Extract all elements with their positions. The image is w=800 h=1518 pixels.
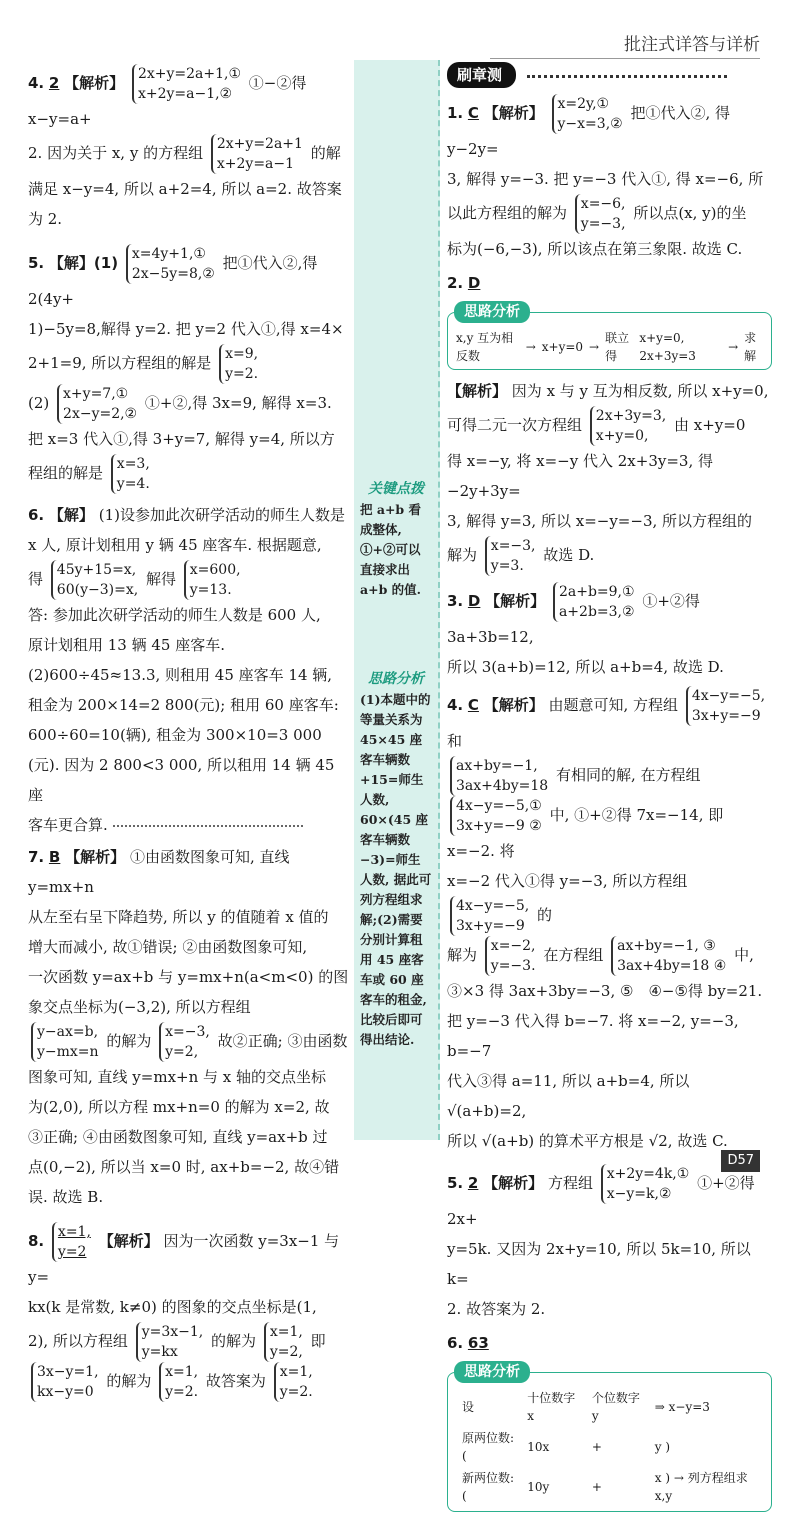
solution-system: x=−3, y=2, xyxy=(159,1022,210,1062)
cell: x xyxy=(654,1471,662,1485)
box-title: 思路分析 xyxy=(454,1361,530,1383)
dotted-line xyxy=(527,75,727,78)
equation-system: x+2y=4k,① x−y=k,② xyxy=(601,1164,690,1204)
section-badge: 刷章测 xyxy=(447,62,516,88)
text: 租金为 200×14=2 800(元); 租用 60 座客车: xyxy=(28,696,339,714)
text: 因为 x 与 y 互为相反数, 所以 x+y=0, xyxy=(511,382,769,400)
analysis-text: (1)本题中的等量关系为 45×45 座客车辆数+15=师生人数, 60×(45 座客车辆数−3)=师生人数, 据此可列方程组求解;(2)需要分别计算租用 45 座客车或 60 座客车的租金, 比较后即可得出结论. xyxy=(360,692,432,1047)
page-number: D57 xyxy=(721,1150,760,1172)
solution-system: x=−2, y=−3. xyxy=(485,936,536,976)
analysis-tag: 【解析】 xyxy=(447,382,508,400)
text: 可得二元一次方程组 xyxy=(447,416,583,434)
equation-system: y−ax=b, y−mx=n xyxy=(31,1022,99,1062)
key-tip-text: 把 a+b 看成整体, ①+②可以直接求出 a+b 的值. xyxy=(360,502,422,597)
text: 方程组 xyxy=(547,1174,593,1192)
text: ①+②得 3a+3b=12, xyxy=(447,592,700,646)
right-column xyxy=(447,60,772,1518)
analysis-tag: 【解析】 xyxy=(483,104,544,122)
text: 为(2,0), 所以方程 mx+n=0 的解为 x=2, 故 xyxy=(28,1098,330,1116)
text: 由题意可知, 方程组 xyxy=(548,696,679,714)
solution-system: x=1, y=2. xyxy=(159,1362,198,1402)
solution-system: x=1, y=2. xyxy=(274,1362,313,1402)
equation-system: 2a+b=9,① a+2b=3,② xyxy=(553,582,635,622)
left-column xyxy=(28,64,350,1402)
question-number: 1. xyxy=(447,104,464,122)
table-row xyxy=(456,1427,763,1467)
solution-tag: 【解】 xyxy=(48,506,94,524)
text: x=−2 代入①得 y=−3, 所以方程组 xyxy=(447,872,688,890)
cell: ⇒ x−y=3 xyxy=(654,1400,710,1414)
question-number: 4. xyxy=(28,74,45,92)
text: 象交点坐标为(−3,2), 所以方程组 xyxy=(28,998,251,1016)
question-number: 6. xyxy=(28,506,45,524)
text: 1)−5y=8,解得 y=2. 把 y=2 代入①,得 x=4× xyxy=(28,320,344,338)
thinking-box xyxy=(447,1364,772,1512)
text: 由 x+y=0 xyxy=(674,416,746,434)
text: 客车更合算. xyxy=(28,816,108,834)
equation-system: 2x+y=2a+1,① x+2y=a−1,② xyxy=(132,64,241,104)
text: 图象可知, 直线 y=mx+n 与 x 轴的交点坐标 xyxy=(28,1068,327,1086)
q4-right xyxy=(447,686,772,1156)
equation-system: 4x−y=−5, 3x+y=−9 xyxy=(450,896,529,936)
text: 一次函数 y=ax+b 与 y=mx+n(a<m<0) 的图 xyxy=(28,968,349,986)
text: 2+1=9, 所以方程组的解是 xyxy=(28,354,212,372)
dotted-leader xyxy=(113,825,303,827)
solution-system: x=3, y=4. xyxy=(111,454,150,494)
text: ①由函数图象可知, 直线 y=mx+n xyxy=(28,848,290,896)
cell: y xyxy=(654,1440,662,1454)
cell: 10x xyxy=(527,1440,550,1454)
equation-system: 2x+3y=3, x+y=0, xyxy=(590,406,666,446)
text: 增大而减小, 故①错误; ②由函数图象可知, xyxy=(28,938,308,956)
question-number: 7. xyxy=(28,848,45,866)
text: 以此方程组的解为 xyxy=(447,204,568,222)
q8-left xyxy=(28,1222,350,1402)
text: 误. 故选 B. xyxy=(28,1188,104,1206)
equation-system: 4x−y=−5,① 3x+y=−9 ② xyxy=(450,796,542,836)
thinking-box xyxy=(447,304,772,370)
q2-right xyxy=(447,268,772,576)
text: 把 x=3 代入①,得 3+y=7, 解得 y=4, 所以方 xyxy=(28,430,335,448)
flow-step: x,y 互为相反数 xyxy=(456,331,514,363)
text: 点(0,−2), 所以当 x=0 时, ax+b=−2, 故④错 xyxy=(28,1158,340,1176)
text: 故②正确; ③由函数 xyxy=(217,1032,348,1050)
flow-step: x+y=0, 2x+3y=3 xyxy=(639,331,696,363)
flow-step: x+y=0 xyxy=(541,340,584,354)
text: 从左至右呈下降趋势, 所以 y 的值随着 x 值的 xyxy=(28,908,329,926)
text: 解为 xyxy=(447,946,478,964)
question-number: 8. xyxy=(28,1232,45,1250)
equation-system: 45y+15=x, 60(y−3)=x, xyxy=(51,560,138,600)
cell: ) xyxy=(665,1440,671,1454)
text: 的解为 xyxy=(106,1032,152,1050)
text: (2)600÷45≈13.3, 则租用 45 座客车 14 辆, xyxy=(28,666,333,684)
flow-step: 求解 xyxy=(744,331,757,363)
q1-right xyxy=(447,94,772,264)
question-number: 2. xyxy=(447,274,464,292)
question-number: 5. xyxy=(28,254,45,272)
equation-system: ax+by=−1, 3ax+4by=18 xyxy=(450,756,548,796)
text: 满足 x−y=4, 所以 a+2=4, 所以 a=2. 故答案 xyxy=(28,180,342,198)
cell: 设 xyxy=(462,1400,475,1414)
answer: 2 xyxy=(467,1174,479,1192)
flow-step: 联立得 xyxy=(605,331,630,363)
text: 程组的解是 xyxy=(28,464,104,482)
cell: + xyxy=(591,1480,602,1494)
cell: 个位数字 y xyxy=(591,1391,640,1423)
q7-left xyxy=(28,842,350,1212)
text: 为 2. xyxy=(28,210,63,228)
text: 600÷60=10(辆), 租金为 300×10=3 000 xyxy=(28,726,322,744)
text: 所以点(x, y)的坐 xyxy=(633,204,747,222)
text: 把①代入②,得 2(4y+ xyxy=(28,254,318,308)
cell: 10y xyxy=(527,1480,550,1494)
section-header xyxy=(447,60,772,90)
solution-system: x=−6, y=−3, xyxy=(575,194,626,234)
q3-right xyxy=(447,582,772,682)
text: 所以 3(a+b)=12, 所以 a+b=4, 故选 D. xyxy=(447,658,724,676)
q6-right xyxy=(447,1328,772,1512)
text: 把 y=−3 代入得 b=−7. 将 x=−2, y=−3, b=−7 xyxy=(447,1012,739,1060)
analysis-tag: 【解析】 xyxy=(483,1174,544,1192)
question-number: 5. xyxy=(447,1174,464,1192)
text: (元). 因为 2 800<3 000, 所以租用 14 辆 45 座 xyxy=(28,756,335,804)
analysis-tag: 【解析】 xyxy=(65,848,126,866)
text: 解为 xyxy=(447,546,478,564)
text: 3, 解得 y=3, 所以 x=−y=−3, 所以方程组的 xyxy=(447,512,753,530)
header-title: 批注式详答与详析 xyxy=(624,35,760,55)
solution-system: x=600, y=13. xyxy=(184,560,241,600)
analysis-tag: 【解析】 xyxy=(485,592,546,610)
box-title: 思路分析 xyxy=(454,301,530,323)
q4-left xyxy=(28,64,350,234)
equation-system: 3x−y=1, kx−y=0 xyxy=(31,1362,99,1402)
analysis-tag: 【解析】 xyxy=(483,696,544,714)
text: 有相同的解, 在方程组 xyxy=(555,766,701,784)
text: 故选 D. xyxy=(543,546,595,564)
answer: C xyxy=(467,696,479,714)
text: ①−②得 x−y=a+ xyxy=(28,74,307,128)
answer: D xyxy=(467,592,481,610)
text: ③正确; ④由函数图象可知, 直线 y=ax+b 过 xyxy=(28,1128,328,1146)
q6-left xyxy=(28,500,350,840)
key-tip-title: 关键点拨 xyxy=(368,481,424,497)
annotation-sidebar xyxy=(354,60,440,1140)
flow: x,y 互为相反数 → x+y=0 → 联立得 x+y=0, 2x+3y=3 → 求解 xyxy=(456,329,763,365)
cell: + xyxy=(591,1440,602,1454)
text: kx(k 是常数, k≠0) 的图象的交点坐标是(1, xyxy=(28,1298,317,1316)
text: 因为一次函数 y=3x−1 与 y= xyxy=(28,1232,340,1286)
solution-system: x=−3, y=3. xyxy=(485,536,536,576)
text: 得 xyxy=(28,570,44,588)
equation-system: x=4y+1,① 2x−5y=8,② xyxy=(126,244,215,284)
analysis-tag: 【解析】 xyxy=(98,1232,159,1250)
text: (1)设参加此次研学活动的师生人数是 xyxy=(98,506,345,524)
q5-right xyxy=(447,1164,772,1324)
analysis-title: 思路分析 xyxy=(368,671,424,687)
text: 2. 因为关于 x, y 的方程组 xyxy=(28,144,204,162)
text: 的 xyxy=(537,906,553,924)
text: 即 xyxy=(310,1332,326,1350)
answer: 63 xyxy=(467,1334,489,1352)
solution-tag: 【解】(1) xyxy=(48,254,119,272)
text: 在方程组 xyxy=(543,946,604,964)
question-number: 4. xyxy=(447,696,464,714)
text: 中, ①+②得 7x=−14, 即 x=−2. 将 xyxy=(447,806,724,860)
text: y=5k. 又因为 2x+y=10, 所以 5k=10, 所以 k= xyxy=(447,1240,751,1288)
solution-system: x=9, y=2. xyxy=(219,344,258,384)
cell: 新两位数: ( xyxy=(462,1471,515,1503)
digit-table xyxy=(456,1387,763,1507)
text: 所以 √(a+b) 的算术平方根是 √2, 故选 C. xyxy=(447,1132,728,1150)
cell: ) xyxy=(665,1471,671,1485)
text: x 人, 原计划租用 y 辆 45 座客车. 根据题意, xyxy=(28,536,322,554)
equation-system: y=3x−1, y=kx xyxy=(136,1322,204,1362)
text: 把①代入②, 得 y−2y= xyxy=(447,104,731,158)
text: 答: 参加此次研学活动的师生人数是 600 人, xyxy=(28,606,321,624)
cell: 原两位数: ( xyxy=(462,1431,515,1463)
text: 代入③得 a=11, 所以 a+b=4, 所以 √(a+b)=2, xyxy=(447,1072,690,1120)
text: 的解为 xyxy=(106,1372,152,1390)
text: 3, 解得 y=−3. 把 y=−3 代入①, 得 x=−6, 所 xyxy=(447,170,764,188)
text: ③×3 得 3ax+3by=−3, ⑤ ④−⑤得 by=21. xyxy=(447,982,763,1000)
question-number: 6. xyxy=(447,1334,464,1352)
cell: 十位数字 x xyxy=(527,1391,576,1423)
analysis-tag: 【解析】 xyxy=(64,74,125,92)
header-rule xyxy=(490,58,760,59)
text: 的解为 xyxy=(211,1332,257,1350)
text: (2) xyxy=(28,394,50,412)
text: 和 xyxy=(447,732,463,750)
answer: C xyxy=(467,104,479,122)
text: 的解 xyxy=(310,144,341,162)
text: ①+②得 2x+ xyxy=(447,1174,755,1228)
equation-system: x+y=7,① 2x−y=2,② xyxy=(57,384,137,424)
equation-system: ax+by=−1, ③ 3ax+4by=18 ④ xyxy=(611,936,726,976)
answer-system: x=1, y=2 xyxy=(52,1222,91,1262)
answer: D xyxy=(467,274,481,292)
text: ①+②,得 3x=9, 解得 x=3. xyxy=(144,394,332,412)
table-row xyxy=(456,1387,763,1427)
equation-system: 4x−y=−5, 3x+y=−9 xyxy=(686,686,765,726)
q5-left xyxy=(28,244,350,494)
text: 标为(−6,−3), 所以该点在第三象限. 故选 C. xyxy=(447,240,743,258)
answer: 2 xyxy=(48,74,60,92)
solution-system: x=1, y=2, xyxy=(264,1322,303,1362)
text: 原计划租用 13 辆 45 座客车. xyxy=(28,636,226,654)
equation-system: x=2y,① y−x=3,② xyxy=(552,94,623,134)
text: 2), 所以方程组 xyxy=(28,1332,128,1350)
question-number: 3. xyxy=(447,592,464,610)
result: 列方程组求 x,y xyxy=(654,1471,748,1503)
text: 中, xyxy=(734,946,754,964)
text: 故答案为 xyxy=(205,1372,266,1390)
text: 解得 xyxy=(145,570,176,588)
equation-system: 2x+y=2a+1 x+2y=a−1 xyxy=(211,134,303,174)
table-row: 新两位数: ( 10y + x ) → 列方程组求 x,y xyxy=(456,1467,763,1507)
text: 2. 故答案为 2. xyxy=(447,1300,546,1318)
answer: B xyxy=(48,848,61,866)
text: 得 x=−y, 将 x=−y 代入 2x+3y=3, 得 −2y+3y= xyxy=(447,452,713,500)
